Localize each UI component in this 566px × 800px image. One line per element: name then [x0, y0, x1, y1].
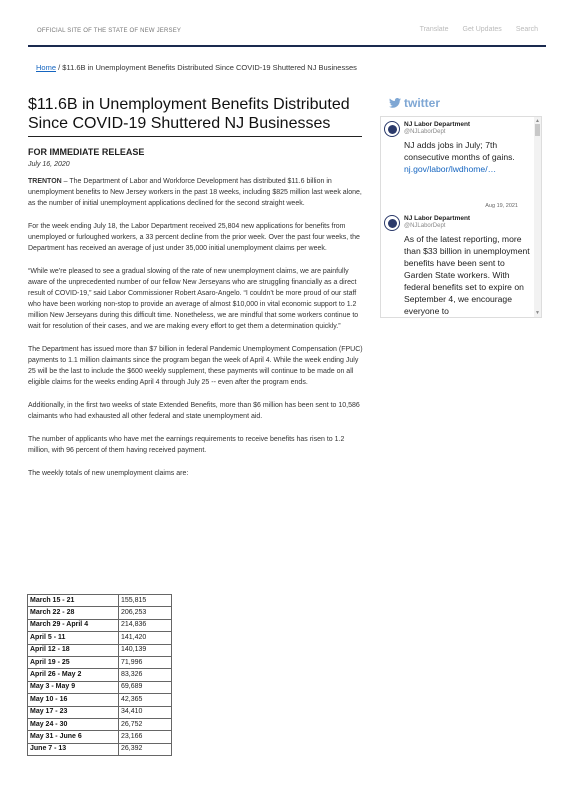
table-cell-claims: 26,752: [119, 718, 172, 730]
page-title: $11.6B in Unemployment Benefits Distributed Since COVID-19 Shuttered NJ Businesses: [28, 96, 350, 132]
table-cell-claims: 214,836: [119, 619, 172, 631]
feed-scrollbar[interactable]: [534, 117, 541, 317]
table-row: [28, 731, 172, 743]
breadcrumb-separator: /: [58, 63, 61, 72]
twitter-label: twitter: [404, 96, 440, 110]
table-cell-week: May 10 - 16: [28, 694, 119, 706]
article-paragraph: The weekly totals of new unemployment claims are:: [28, 470, 189, 477]
table-cell-claims: 69,689: [119, 681, 172, 693]
table-row: [28, 644, 172, 656]
table-cell-week: March 15 - 21: [28, 595, 119, 607]
table-cell-claims: 71,996: [119, 656, 172, 668]
article: [28, 95, 364, 479]
table-cell-week: April 26 - May 2: [28, 669, 119, 681]
scroll-thumb[interactable]: [535, 124, 540, 136]
twitter-heading[interactable]: [389, 96, 440, 110]
table-cell-week: March 22 - 28: [28, 607, 119, 619]
get-updates-link[interactable]: Get Updates: [462, 26, 502, 33]
twitter-feed[interactable]: [380, 116, 542, 318]
table-cell-claims: 42,365: [119, 694, 172, 706]
tweet-date[interactable]: Aug 19, 2021: [485, 203, 518, 209]
table-cell-week: May 3 - May 9: [28, 681, 119, 693]
table-row: [28, 619, 172, 631]
scroll-up-arrow-icon[interactable]: ▲: [535, 118, 540, 124]
table-row: [28, 681, 172, 693]
table-cell-claims: 141,420: [119, 632, 172, 644]
release-date: July 16, 2020: [28, 161, 70, 168]
table-row: [28, 656, 172, 668]
dateline: TRENTON: [28, 178, 62, 185]
breadcrumb-home-link[interactable]: Home: [36, 63, 57, 72]
twitter-bird-icon: [389, 98, 401, 108]
table-cell-claims: 26,392: [119, 743, 172, 755]
breadcrumb-current: $11.6B in Unemployment Benefits Distributed Since COVID-19 Shuttered NJ Businesses: [62, 63, 357, 72]
article-paragraph: Additionally, in the first two weeks of state Extended Benefits, more than $6 million has been sent to 10,586 claimants who had exhausted all other federal and state unemployment aid.: [28, 402, 360, 420]
release-label: FOR IMMEDIATE RELEASE: [28, 147, 145, 157]
table-row: [28, 595, 172, 607]
table-cell-claims: 23,166: [119, 731, 172, 743]
table-cell-claims: 83,326: [119, 669, 172, 681]
table-cell-week: April 5 - 11: [28, 632, 119, 644]
table-cell-week: May 31 - June 6: [28, 731, 119, 743]
article-paragraph: For the week ending July 18, the Labor Department received 25,804 new applications for benefits from unemployed or furloughed workers, a 33 percent decline from the prior week. Over the past four weeks, the Department has received an average of just under 35,000 initial unemployment claims per week.: [28, 223, 360, 252]
table-row: [28, 607, 172, 619]
tweet-handle: @NJLaborDept: [404, 223, 446, 229]
translate-link[interactable]: Translate: [419, 26, 449, 33]
paragraph-text: – The Department of Labor and Workforce Development has distributed $11.6 billion in unemployment benefits to New Jersey workers in the past 18 weeks, including $825 million last week alone, as the number of initial unemployment applications declined for the second straight week.: [28, 178, 362, 207]
table-cell-week: June 7 - 13: [28, 743, 119, 755]
title-divider: [28, 136, 362, 137]
header-divider: [28, 45, 546, 47]
table-cell-claims: 140,139: [119, 644, 172, 656]
table-cell-week: April 12 - 18: [28, 644, 119, 656]
claims-table: [27, 594, 172, 756]
article-paragraph: [28, 176, 364, 209]
table-cell-week: May 24 - 30: [28, 718, 119, 730]
article-paragraph: The Department has issued more than $7 billion in federal Pandemic Unemployment Compensation (FPUC) payments to 1.1 million claimants since the program began the week of April 4. While the week ending July 25 will be the last to include the $600 weekly supplement, these payments will continue to be made on all eligible claims for the weeks ending April 4 through July 25 -- even after the program ends.: [28, 346, 363, 386]
avatar[interactable]: [384, 215, 400, 231]
top-bar: [0, 0, 566, 46]
table-cell-week: May 17 - 23: [28, 706, 119, 718]
tweet-text: As of the latest reporting, more than $33 billion in unemployment benefits have been sent to Garden State workers. With federal benefits set to expire on September 4, we encourage everyone to: [404, 234, 530, 316]
tweet[interactable]: [384, 215, 530, 317]
scroll-down-arrow-icon[interactable]: ▼: [535, 310, 540, 316]
table-cell-claims: 155,815: [119, 595, 172, 607]
table-cell-week: March 29 - April 4: [28, 619, 119, 631]
table-row: [28, 706, 172, 718]
article-paragraph: “While we’re pleased to see a gradual slowing of the rate of new unemployment claims, we are painfully aware of the unprecedented number of our fellow New Jerseyans who are struggling financially as a direct result of COVID-19,” said Labor Commissioner Robert Asaro-Angelo. “I couldn’t be more proud of our staff who have been working non-stop to provide an average of almost $10,000 in vital economic support to 1.2 million New Jerseyans during this difficult time. Nonetheless, we are mindful that some workers continue to wait for resolution of their cases, and we are making every effort to get them a determination quickly.”: [28, 268, 359, 330]
tweet-handle: @NJLaborDept: [404, 129, 446, 135]
table-row: [28, 694, 172, 706]
tweet-text: [404, 139, 530, 175]
table-row: [28, 718, 172, 730]
seal-logo: [388, 219, 397, 228]
table-row: [28, 743, 172, 755]
top-nav: [420, 26, 538, 33]
tweet[interactable]: [384, 121, 530, 211]
breadcrumb: [36, 63, 357, 72]
avatar[interactable]: [384, 121, 400, 137]
seal-logo: [388, 125, 397, 134]
table-row: [28, 632, 172, 644]
table-cell-week: April 19 - 25: [28, 656, 119, 668]
table-row: [28, 669, 172, 681]
table-cell-claims: 206,253: [119, 607, 172, 619]
table-cell-claims: 34,410: [119, 706, 172, 718]
tweet-author[interactable]: NJ Labor Department: [404, 215, 471, 222]
official-site-label: OFFICIAL SITE OF THE STATE OF NEW JERSEY: [37, 28, 182, 34]
tweet-link[interactable]: nj.gov/labor/lwdhome/…: [404, 164, 497, 174]
article-paragraph: The number of applicants who have met the earnings requirements to receive benefits has risen to 1.2 million, with 96 percent of them having received payment.: [28, 436, 345, 454]
search-link[interactable]: Search: [515, 26, 538, 33]
tweet-body: NJ adds jobs in July; 7th consecutive months of gains.: [404, 140, 515, 162]
tweet-author[interactable]: NJ Labor Department: [404, 121, 471, 128]
